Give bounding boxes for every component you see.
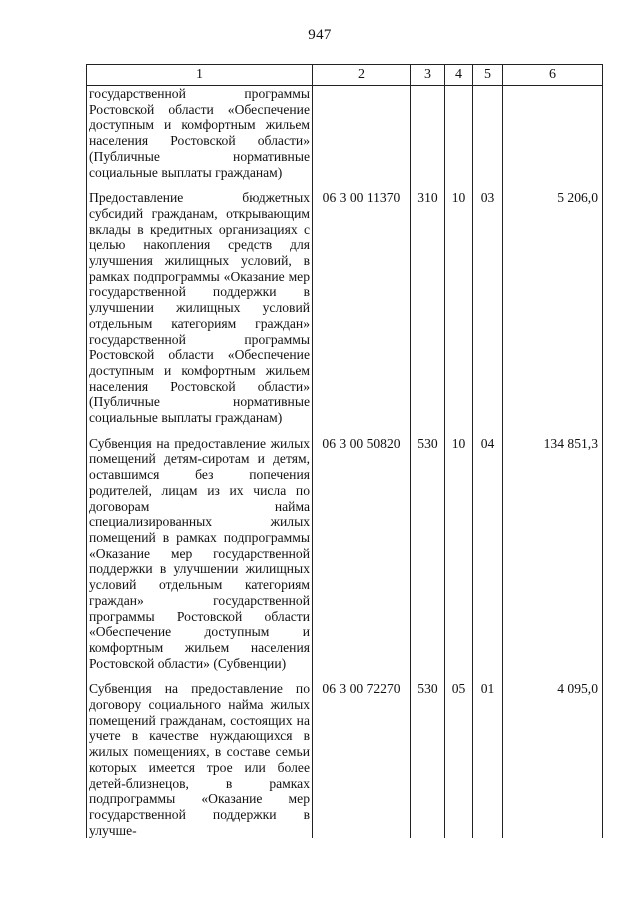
row-description	[87, 426, 313, 672]
page-number: 947	[308, 27, 332, 43]
header-row	[87, 65, 603, 86]
row-description	[87, 86, 313, 181]
row-description-text: Субвенция на предоставление по договору социального найма жилых помещений гражданам, состоящих на учете в качестве нуждающихся в жилых помещениях, в составе семьи которых имеется трое или более детей-близнецов, в рамках подпрограммы «Оказание мер государственной поддержки в улучше-	[89, 681, 310, 838]
row-amount: 134 851,3	[503, 426, 603, 672]
row-vr: 530	[411, 426, 445, 672]
row-rz	[445, 86, 473, 181]
row-pr: 04	[473, 426, 503, 672]
table-row	[87, 426, 603, 672]
row-code: 06 3 00 72270	[313, 671, 411, 838]
column-header-4: 4	[445, 65, 473, 86]
row-code: 06 3 00 11370	[313, 180, 411, 426]
row-description-text: Субвенция на предоставление жилых помещений детям-сиротам и детям, оставшимся без попечения родителей, лицам из их числа по договорам найма специализированных жилых помещений в рамках подпрограммы «Оказание мер государственной поддержки в улучшении жилищных условий отдельным категориям граждан» государственной программы Ростовской области «Обеспечение доступным и комфортным жильем населения Ростовской области» (Субвенции)	[89, 435, 310, 671]
row-rz: 10	[445, 426, 473, 672]
row-amount: 4 095,0	[503, 671, 603, 838]
row-code: 06 3 00 50820	[313, 426, 411, 672]
column-header-1: 1	[87, 65, 313, 86]
table-row	[87, 86, 603, 181]
table-header	[87, 65, 603, 86]
row-vr: 310	[411, 180, 445, 426]
column-header-2: 2	[313, 65, 411, 86]
row-amount: 5 206,0	[503, 180, 603, 426]
column-header-3: 3	[411, 65, 445, 86]
row-amount	[503, 86, 603, 181]
table-body	[87, 86, 603, 839]
column-header-5: 5	[473, 65, 503, 86]
row-pr: 01	[473, 671, 503, 838]
table-row	[87, 671, 603, 838]
row-description	[87, 671, 313, 838]
row-description-text: государственной программы Ростовской области «Обеспечение доступным и комфортным жильем населения Ростовской области» (Публичные нормативные социальные выплаты гражданам)	[89, 86, 310, 180]
row-rz: 10	[445, 180, 473, 426]
row-vr	[411, 86, 445, 181]
row-description-text: Предоставление бюджетных субсидий гражданам, открывающим вклады в кредитных организациях с целью накопления средств для улучшения жилищных условий, в рамках подпрограммы «Оказание мер государственной поддержки в улучшении жилищных условий отдельным категориям граждан» государственной программы Ростовской области «Обеспечение доступным и комфортным жильем населения Ростовской области» (Публичные нормативные социальные выплаты гражданам)	[89, 190, 310, 426]
row-rz: 05	[445, 671, 473, 838]
row-code	[313, 86, 411, 181]
column-header-6: 6	[503, 65, 603, 86]
row-description	[87, 180, 313, 426]
row-pr	[473, 86, 503, 181]
budget-table	[86, 64, 603, 838]
row-vr: 530	[411, 671, 445, 838]
row-pr: 03	[473, 180, 503, 426]
table-row	[87, 180, 603, 426]
